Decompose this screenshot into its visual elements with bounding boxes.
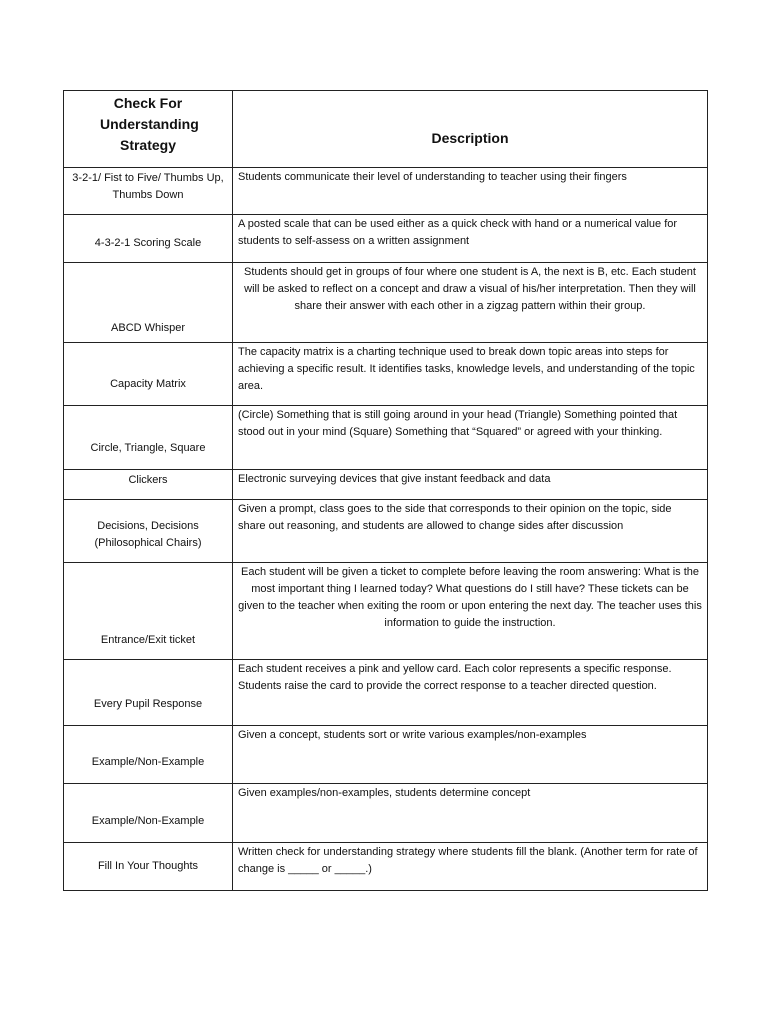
table-row [64, 168, 708, 215]
description-cell: Each student receives a pink and yellow card. Each color represents a specific response. Students raise the card to provide the correct response to a teacher directed question. [233, 660, 708, 726]
description-cell: A posted scale that can be used either as a quick check with hand or a numerical value for students to self-assess on a written assignment [233, 215, 708, 263]
table-row [64, 406, 708, 470]
cfu-strategy-table [63, 90, 708, 891]
strategy-cell: Decisions, Decisions (Philosophical Chairs) [64, 500, 233, 563]
description-cell: Given a concept, students sort or write various examples/non-examples [233, 726, 708, 784]
strategy-cell: Example/Non-Example [64, 784, 233, 843]
strategy-cell: Example/Non-Example [64, 726, 233, 784]
table-row [64, 263, 708, 343]
table-row [64, 726, 708, 784]
header-strategy: Check For Understanding Strategy [64, 91, 233, 168]
table-row [64, 660, 708, 726]
strategy-cell: Fill In Your Thoughts [64, 843, 233, 891]
strategy-cell: Entrance/Exit ticket [64, 563, 233, 660]
description-cell: Electronic surveying devices that give instant feedback and data [233, 470, 708, 500]
strategy-cell: 3-2-1/ Fist to Five/ Thumbs Up, Thumbs Down [64, 168, 233, 215]
table-row [64, 784, 708, 843]
description-cell: Given a prompt, class goes to the side that corresponds to their opinion on the topic, side share out reasoning, and students are allowed to change sides after discussion [233, 500, 708, 563]
table-row [64, 843, 708, 891]
description-cell: Given examples/non-examples, students determine concept [233, 784, 708, 843]
description-cell: (Circle) Something that is still going around in your head (Triangle) Something pointed that stood out in your mind (Square) Something that “Squared” or agreed with your thinking. [233, 406, 708, 470]
table-row [64, 500, 708, 563]
description-cell: Each student will be given a ticket to complete before leaving the room answering: What is the most important thing I learned today? What questions do I still have? These tickets can be given to the teacher when exiting the room or upon entering the next day. The teacher uses this information to guide the instruction. [233, 563, 708, 660]
strategy-cell: Every Pupil Response [64, 660, 233, 726]
strategy-cell: Capacity Matrix [64, 343, 233, 406]
description-cell: Students communicate their level of understanding to teacher using their fingers [233, 168, 708, 215]
table-header-row [64, 91, 708, 168]
description-cell: Students should get in groups of four where one student is A, the next is B, etc. Each student will be asked to reflect on a concept and draw a visual of his/her interpretation. Then they will share their answer with each other in a zigzag pattern within their group. [233, 263, 708, 343]
strategy-cell: ABCD Whisper [64, 263, 233, 343]
strategy-cell: 4-3-2-1 Scoring Scale [64, 215, 233, 263]
strategy-cell: Circle, Triangle, Square [64, 406, 233, 470]
description-cell: Written check for understanding strategy where students fill the blank. (Another term for rate of change is _____ or _____.) [233, 843, 708, 891]
table-row [64, 343, 708, 406]
table-row [64, 215, 708, 263]
header-description: Description [233, 91, 708, 168]
strategy-cell: Clickers [64, 470, 233, 500]
table-row [64, 563, 708, 660]
description-cell: The capacity matrix is a charting technique used to break down topic areas into steps for achieving a specific result. It identifies tasks, knowledge levels, and understanding of the topic area. [233, 343, 708, 406]
table-row [64, 470, 708, 500]
